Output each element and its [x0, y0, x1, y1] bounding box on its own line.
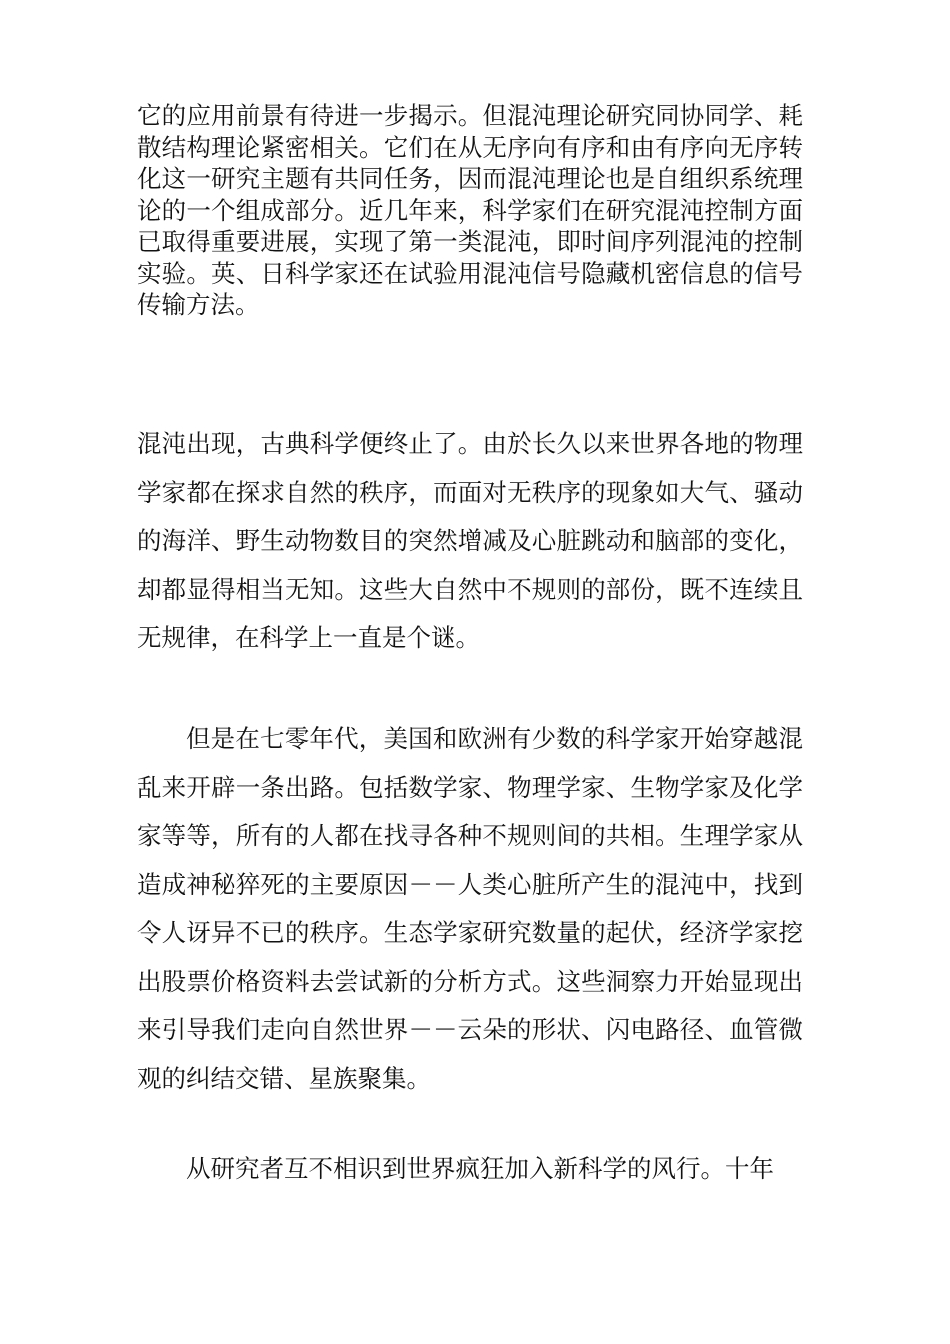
paragraph-4: 从研究者互不相识到世界疯狂加入新科学的风行。十年: [186, 1154, 774, 1183]
paragraph-3: 但是在七零年代，美国和欧洲有少数的科学家开始穿越混乱来开辟一条出路。包括数学家、物理学家、生物学家及化学家等等，所有的人都在找寻各种不规则间的共相。生理学家从造成神秘猝死的主要原因－－人类心脏所产生的混沌中，找到令人讶异不已的秩序。生态学家研究数量的起伏，经济学家挖出股票价格资料去尝试新的分析方式。这些洞察力开始显现出来引导我们走向自然世界－－云朵的形状、闪电路径、血管微观的纠结交错、星族聚集。: [137, 724, 803, 1093]
paragraph-1: 它的应用前景有待进一步揭示。但混沌理论研究同协同学、耗散结构理论紧密相关。它们在从无序向有序和由有序向无序转化这一研究主题有共同任务，因而混沌理论也是自组织系统理论的一个组成部分。近几年来，科学家们在研究混沌控制方面已取得重要进展，实现了第一类混沌，即时间序列混沌的控制实验。英、日科学家还在试验用混沌信号隐藏机密信息的信号传输方法。: [137, 101, 803, 319]
paragraph-2: 混沌出现，古典科学便终止了。由於长久以来世界各地的物理学家都在探求自然的秩序，而面对无秩序的现象如大气、骚动的海洋、野生动物数目的突然增减及心脏跳动和脑部的变化，却都显得相当无知。这些大自然中不规则的部份，既不连续且无规律，在科学上一直是个谜。: [137, 429, 803, 652]
